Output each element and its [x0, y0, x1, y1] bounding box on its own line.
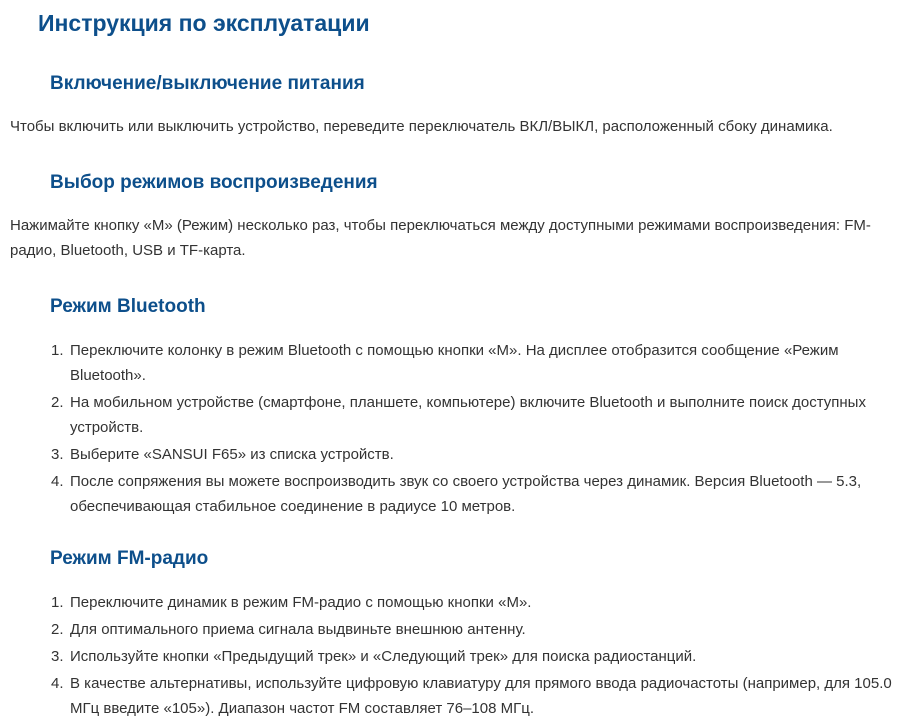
step-text: После сопряжения вы можете воспроизводить звук со своего устройства через динамик. Версия Bluetooth — 5.3, обеспечивающая стабильное соединение в радиусе 10 метров.	[70, 473, 862, 515]
section-heading-modes: Выбор режимов воспроизведения	[50, 172, 378, 193]
step-number: 4.	[51, 473, 64, 490]
step-number: 4.	[51, 675, 64, 692]
list-item	[48, 390, 898, 440]
step-number: 1.	[51, 342, 64, 359]
step-text: Для оптимального приема сигнала выдвиньте внешнюю антенну.	[70, 621, 526, 638]
section-heading-power: Включение/выключение питания	[50, 73, 365, 94]
step-text: Выберите «SANSUI F65» из списка устройств.	[70, 446, 394, 463]
step-number: 1.	[51, 594, 64, 611]
fm-radio-steps-list	[48, 590, 898, 723]
step-text: В качестве альтернативы, используйте цифровую клавиатуру для прямого ввода радиочастоты (например, для 105.0 МГц введите «105»). Диапазон частот FM составляет 76–108 МГц.	[70, 675, 892, 717]
bluetooth-steps-list	[48, 338, 898, 521]
step-text: Используйте кнопки «Предыдущий трек» и «Следующий трек» для поиска радиостанций.	[70, 648, 697, 665]
list-item	[48, 590, 898, 615]
step-number: 2.	[51, 621, 64, 638]
section-text-power: Чтобы включить или выключить устройство, переведите переключатель ВКЛ/ВЫКЛ, расположенный сбоку динамика.	[10, 118, 833, 135]
page-title: Инструкция по эксплуатации	[38, 10, 370, 36]
step-number: 2.	[51, 394, 64, 411]
list-item	[48, 644, 898, 669]
list-item	[48, 338, 898, 388]
section-heading-fm-radio: Режим FM-радио	[50, 548, 209, 569]
step-text: На мобильном устройстве (смартфоне, планшете, компьютере) включите Bluetooth и выполните поиск доступных устройств.	[70, 394, 866, 436]
step-text: Переключите динамик в режим FM-радио с помощью кнопки «М».	[70, 594, 532, 611]
section-text-modes: Нажимайте кнопку «М» (Режим) несколько раз, чтобы переключаться между доступными режимами воспроизведения: FM-радио, Bluetooth, USB и TF-карта.	[10, 217, 871, 259]
list-item	[48, 617, 898, 642]
list-item	[48, 671, 898, 721]
list-item	[48, 442, 898, 467]
list-item	[48, 469, 898, 519]
step-text: Переключите колонку в режим Bluetooth с помощью кнопки «М». На дисплее отобразится сообщение «Режим Bluetooth».	[70, 342, 839, 384]
step-number: 3.	[51, 446, 64, 463]
step-number: 3.	[51, 648, 64, 665]
section-heading-bluetooth: Режим Bluetooth	[50, 296, 206, 317]
